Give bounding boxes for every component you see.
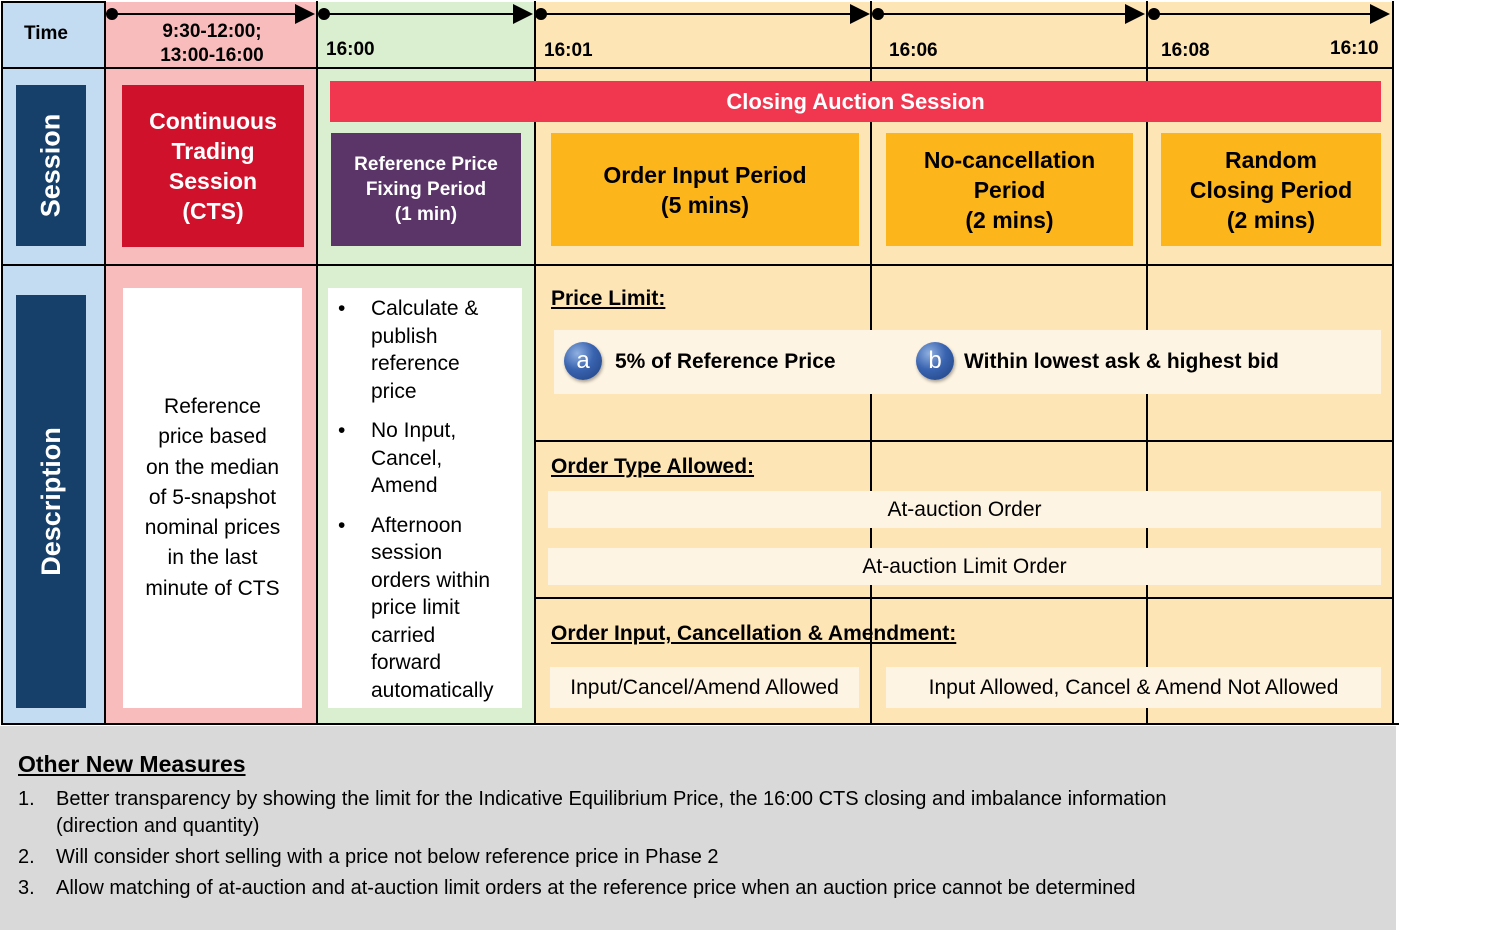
price-limit-b-text: Within lowest ask & highest bid [964, 350, 1279, 373]
bullet-line: Calculate & [371, 297, 479, 320]
bullet-line: price limit [371, 596, 460, 619]
order-input-restricted: Input Allowed, Cancel & Amend Not Allowed [886, 667, 1381, 708]
bullet-line: price [371, 379, 417, 403]
cts-desc-line: Reference [164, 394, 261, 418]
grid-line-col2 [316, 1, 318, 725]
other-measures-panel [0, 726, 1396, 930]
ref-bullet-item [328, 417, 522, 500]
measure-line: Allow matching of at-auction and at-auction limit orders at the reference price when an auction price cannot be determined [56, 877, 1136, 899]
measure-line: Will consider short selling with a price not below reference price in Phase 2 [56, 846, 719, 868]
measure-line: (direction and quantity) [56, 815, 260, 837]
grid-line-session [2, 264, 1394, 266]
no-cancel-line: Period [973, 176, 1046, 203]
price-limit-title: Price Limit: [551, 287, 666, 310]
other-measures-list [18, 786, 1378, 902]
bullet-line: forward [371, 651, 442, 674]
no-cancel-line: (2 mins) [965, 206, 1054, 233]
time-1600: 16:00 [326, 39, 375, 60]
cts-desc-line: on the median [145, 455, 280, 479]
order-input-rules-title: Order Input, Cancellation & Amendment: [551, 622, 957, 645]
time-cts [110, 20, 314, 68]
bullet-line: Amend [371, 474, 438, 497]
bullet-line: carried [371, 623, 436, 647]
time-cts-line1: 9:30-12:00; [162, 21, 262, 42]
time-label: Time [24, 23, 69, 44]
bullet-line: Cancel, [371, 446, 443, 470]
measure-number: 1. [18, 788, 35, 810]
description-side-label: Description [16, 295, 86, 708]
measure-line: Better transparency by showing the limit for the Indicative Equilibrium Price, the 16:00 CTS closing and imbalance information [56, 788, 1167, 810]
price-limit-a-text: 5% of Reference Price [615, 350, 836, 373]
no-cancel-line: No-cancellation [923, 146, 1096, 173]
ref-bullet-list [328, 295, 522, 704]
price-limit-a-badge: a [564, 342, 602, 380]
bullet-line: reference [371, 352, 460, 375]
measure-number: 3. [18, 877, 35, 899]
cts-desc-line: nominal prices [144, 516, 281, 540]
no-cancellation-period-box [886, 133, 1133, 246]
order-type-at-auction: At-auction Order [548, 491, 1381, 528]
measure-number: 2. [18, 846, 35, 868]
bullet-dot: • [338, 419, 346, 442]
bullet-dot: • [338, 297, 346, 320]
cts-line: (CTS) [182, 198, 244, 224]
grid-line-col1 [104, 1, 106, 725]
cts-desc-line: of 5-snapshot [148, 485, 277, 509]
random-close-line: Random [1224, 146, 1317, 173]
other-measures-title: Other New Measures [18, 751, 246, 777]
bullet-line: orders within [371, 568, 491, 592]
time-1610: 16:10 [1330, 38, 1379, 59]
ref-bullet-item [328, 512, 522, 705]
grid-line-left [1, 1, 3, 725]
grid-line-right [1392, 1, 1394, 725]
order-input-allowed: Input/Cancel/Amend Allowed [550, 667, 859, 708]
cts-line: Trading [171, 138, 255, 164]
cts-desc-line: in the last [167, 546, 258, 570]
time-1606: 16:06 [889, 40, 938, 61]
cts-line: Continuous [149, 108, 277, 134]
bullet-dot: • [338, 513, 346, 537]
order-input-period-box [551, 133, 859, 246]
reference-fixing-box [331, 133, 521, 246]
cts-desc-line: price based [158, 425, 267, 449]
bullet-line: automatically [371, 678, 494, 702]
bullet-line: Afternoon [371, 513, 463, 537]
cts-session-box [122, 85, 304, 247]
order-type-title: Order Type Allowed: [551, 455, 755, 478]
grid-line-order-type [535, 597, 1394, 599]
ref-fixing-line: Fixing Period [365, 179, 487, 200]
price-limit-b-badge: b [916, 342, 954, 380]
session-side-label: Session [16, 85, 86, 246]
random-closing-period-box [1161, 133, 1381, 246]
bullet-line: No Input, [371, 419, 457, 442]
cts-description-box [123, 288, 302, 708]
bullet-line: session [371, 541, 443, 564]
random-close-line: Closing Period [1189, 176, 1353, 203]
bullet-line: publish [371, 324, 438, 348]
time-1608: 16:08 [1161, 40, 1210, 61]
cts-desc-line: minute of CTS [145, 576, 280, 600]
ref-description-box [328, 288, 522, 708]
ref-fixing-line: Reference Price [354, 154, 498, 175]
grid-line-price-limit [535, 440, 1394, 442]
cts-line: Session [168, 168, 258, 194]
closing-auction-banner: Closing Auction Session [330, 81, 1381, 122]
time-1601: 16:01 [544, 40, 593, 61]
measure-item [18, 844, 1378, 871]
time-cts-line2: 13:00-16:00 [160, 45, 264, 66]
measure-item [18, 875, 1378, 902]
order-input-line: Order Input Period [603, 161, 807, 188]
ref-fixing-line: (1 min) [394, 204, 458, 225]
ref-bullet-item [328, 295, 522, 405]
measure-item [18, 786, 1378, 840]
random-close-line: (2 mins) [1226, 206, 1316, 233]
order-type-at-auction-limit: At-auction Limit Order [548, 548, 1381, 585]
grid-line-bottom [2, 723, 1399, 725]
order-input-line: (5 mins) [660, 191, 750, 218]
